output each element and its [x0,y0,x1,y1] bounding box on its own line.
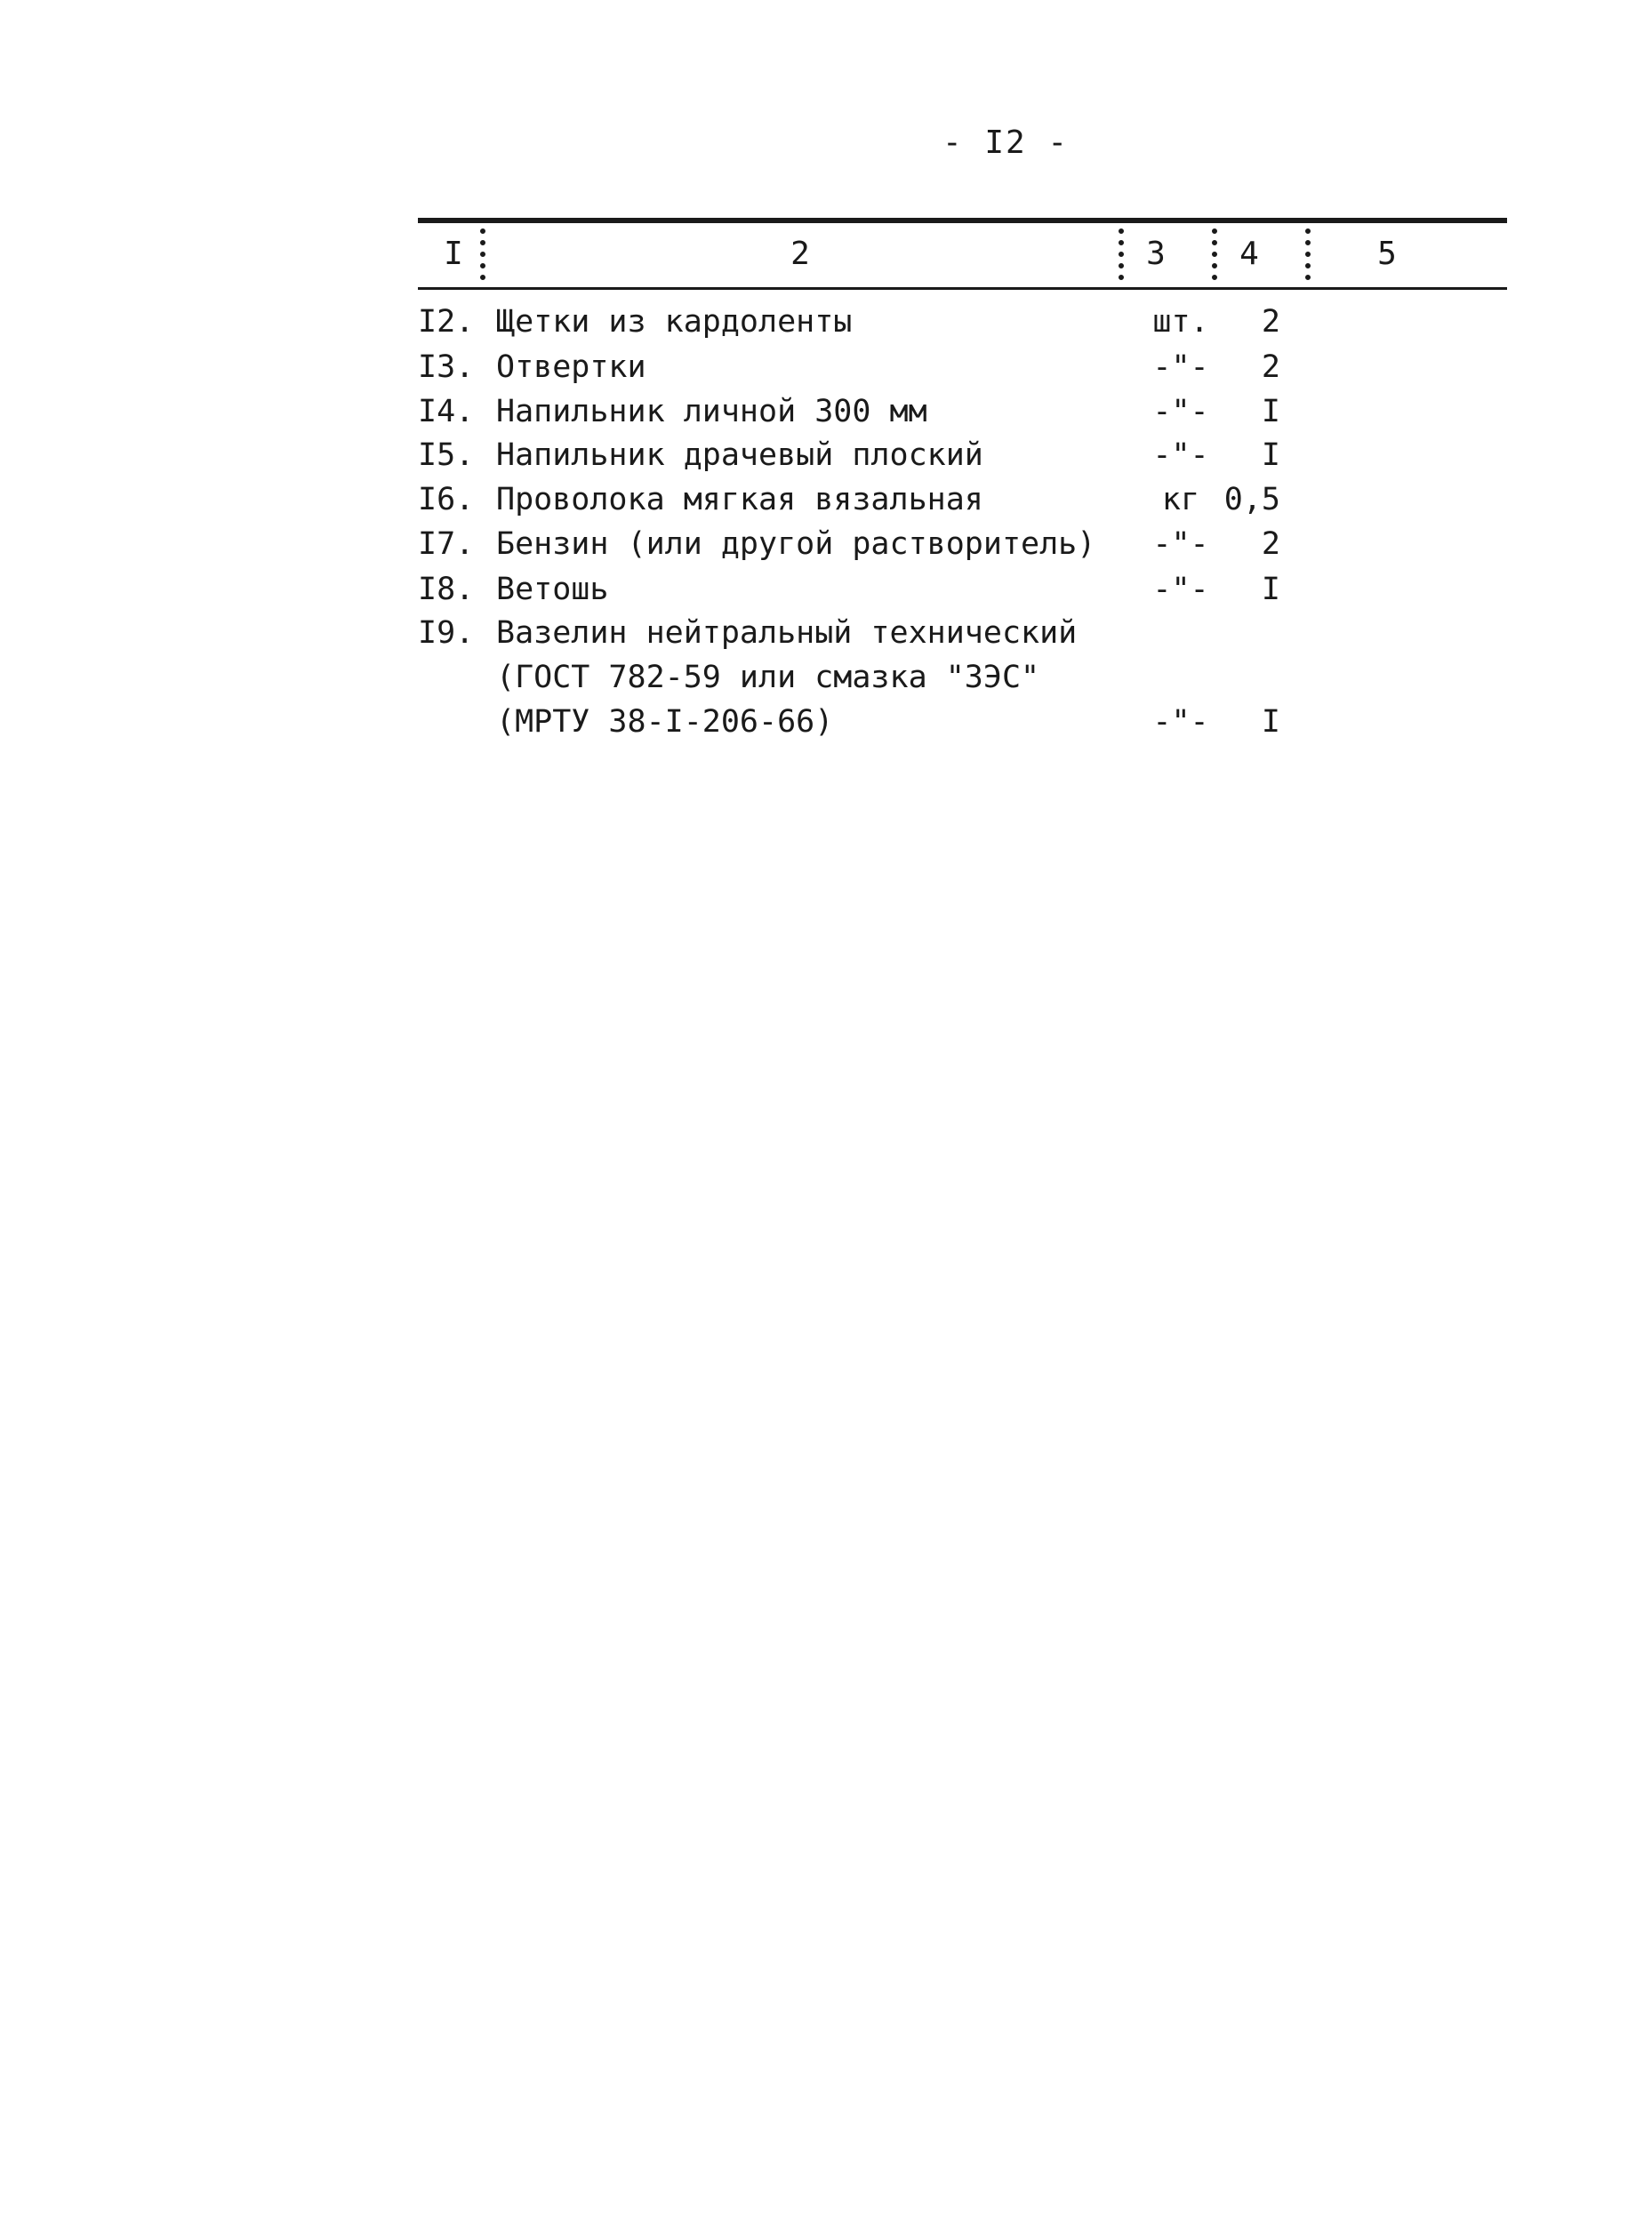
item-unit: кг [1161,482,1200,517]
item-name: Напильник драчевый плоский [496,437,983,473]
item-unit: -"- [1152,394,1209,429]
row-number: I2. [418,304,475,340]
item-quantity: 2 [1261,304,1280,340]
item-name: Вазелин нейтральный технический [496,615,1078,651]
column-header-2: 2 [790,236,810,272]
item-name: Бензин (или другой растворитель) [496,526,1096,562]
table-row [418,349,1307,394]
table-row [418,437,1307,482]
item-name: (ГОСТ 782-59 или смазка "ЗЭС" [496,660,1040,695]
column-header-5: 5 [1377,236,1397,272]
table-row [418,660,1307,704]
item-quantity: 0,5 [1223,482,1280,517]
item-quantity: I [1261,572,1280,607]
table-row [418,304,1307,348]
item-name: (МРТУ 38-I-206-66) [496,704,834,740]
column-separator [1212,228,1217,280]
column-header-3: 3 [1146,236,1166,272]
item-unit: -"- [1152,437,1209,473]
table-header [418,218,1507,290]
table-row [418,704,1307,749]
item-unit: -"- [1152,572,1209,607]
row-number: I9. [418,615,475,651]
column-header-4: 4 [1239,236,1259,272]
page-number: - I2 - [942,124,1070,161]
item-name: Отвертки [496,349,646,385]
item-quantity: I [1261,704,1280,740]
table-row [418,482,1307,526]
column-separator [1305,228,1311,280]
item-name: Напильник личной 300 мм [496,394,927,429]
row-number: I6. [418,482,475,517]
table-row [418,394,1307,438]
row-number: I8. [418,572,475,607]
item-name: Ветошь [496,572,609,607]
row-number: I5. [418,437,475,473]
item-unit: -"- [1152,704,1209,740]
item-unit: -"- [1152,526,1209,562]
row-number: I7. [418,526,475,562]
item-quantity: I [1261,437,1280,473]
table-row [418,526,1307,571]
column-header-1: I [444,236,463,272]
item-unit: шт. [1152,304,1209,340]
item-unit: -"- [1152,349,1209,385]
table-row [418,615,1307,660]
item-quantity: 2 [1261,349,1280,385]
item-name: Щетки из кардоленты [496,304,853,340]
item-name: Проволока мягкая вязальная [496,482,983,517]
item-quantity: I [1261,394,1280,429]
row-number: I3. [418,349,475,385]
row-number: I4. [418,394,475,429]
column-separator [1119,228,1124,280]
column-separator [480,228,485,280]
item-quantity: 2 [1261,526,1280,562]
table-row [418,572,1307,616]
